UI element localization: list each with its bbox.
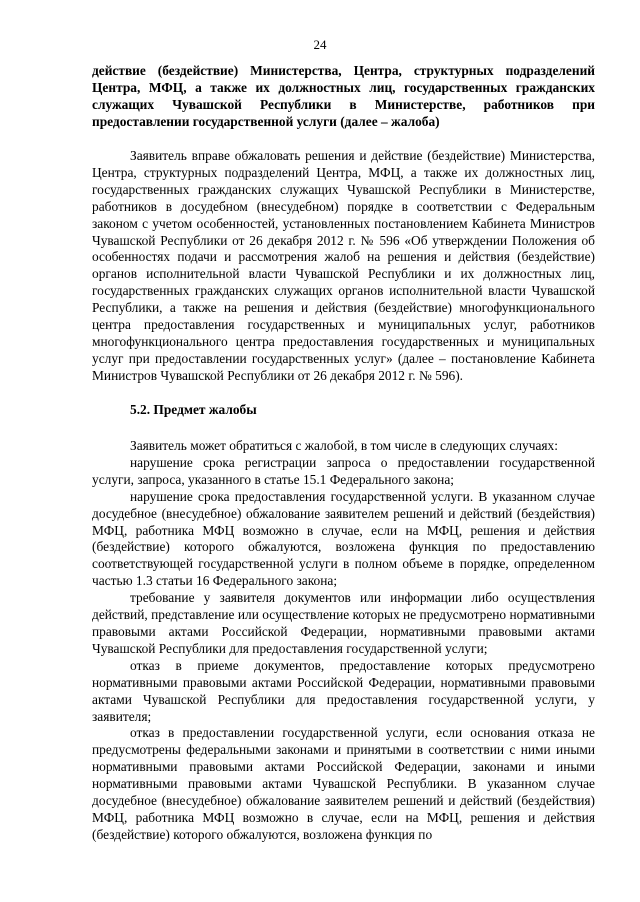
section-title: 5.2. Предмет жалобы (130, 402, 257, 417)
case-item: отказ в приеме документов, предоставление которых предусмотрено нормативными правовыми актами Российской Федерации, нормативными правовыми актами Чувашской Республики для предоставления государственной услуги, у заявителя; (92, 657, 595, 724)
case-item: отказ в предоставлении государственной услуги, если основания отказа не предусмотрены федеральными законами и принятыми в соответствии с ними иными нормативными правовыми актами Российской Федерации, законами и иными нормативными правовыми актами Чувашской Республики. В указанном случае досудебное (внесудебное) обжалование заявителем решений и действий (бездействия) МФЦ, работника МФЦ возможно в случае, если на МФЦ, решения и действия (бездействие) которого обжалуются, возложена функция по (92, 725, 595, 842)
cases-block (92, 438, 595, 844)
intro-block (92, 148, 595, 385)
page-number: 24 (313, 37, 327, 52)
case-item: нарушение срока предоставления государственной услуги. В указанном случае досудебное (внесудебное) обжалование заявителем решений и действий (бездействия) МФЦ, работника МФЦ возможно в случае, если на МФЦ, решения и действия (бездействие) которого обжалуются, возложена функция по предоставлению соответствующей государственной услуги в полном объеме в порядке, определенном частью 1.3 статьи 16 Федерального закона; (92, 488, 595, 589)
case-item: требование у заявителя документов или информации либо осуществления действий, представление или осуществление которых не предусмотрено нормативными правовыми актами Российской Федерации, нормативными правовыми актами Чувашской Республики для предоставления государственной услуги; (92, 590, 595, 656)
cases-intro: Заявитель может обратиться с жалобой, в том числе в следующих случаях: (130, 438, 558, 453)
intro-paragraph: Заявитель вправе обжаловать решения и действие (бездействие) Министерства, Центра, структурных подразделений Центра, МФЦ, а также их должностных лиц, государственных гражданских служащих Чувашской Республики в Министерстве, работников в досудебном (внесудебном) порядке в соответствии с Федеральным законом с учетом особенностей, установленных постановлением Кабинета Министров Чувашской Республики от 26 декабря 2012 г. № 596 «Об утверждении Положения об особенностях подачи и рассмотрения жалоб на решения и действия (бездействие) органов исполнительной власти Чувашской Республики и их должностных лиц, государственных гражданских служащих органов исполнительной власти Чувашской Республики, а также на решения и действия (бездействие) многофункционального центра предоставления государственных и муниципальных услуг, работников многофункционального центра предоставления государственных и муниципальных услуг при предоставлении государственных услуг» (далее – постановление Кабинета Министров Чувашской Республики от 26 декабря 2012 г. № 596). (92, 148, 595, 383)
case-item: нарушение срока регистрации запроса о предоставлении государственной услуги, запроса, указанного в статье 15.1 Федерального закона; (92, 454, 595, 487)
section-heading-continued: действие (бездействие) Министерства, Центра, структурных подразделений Центра, МФЦ, а также их должностных лиц, государственных гражданских служащих Чувашской Республики в Министерстве, работников при предоставлении государственной услуги (далее – жалоба) (92, 63, 595, 129)
